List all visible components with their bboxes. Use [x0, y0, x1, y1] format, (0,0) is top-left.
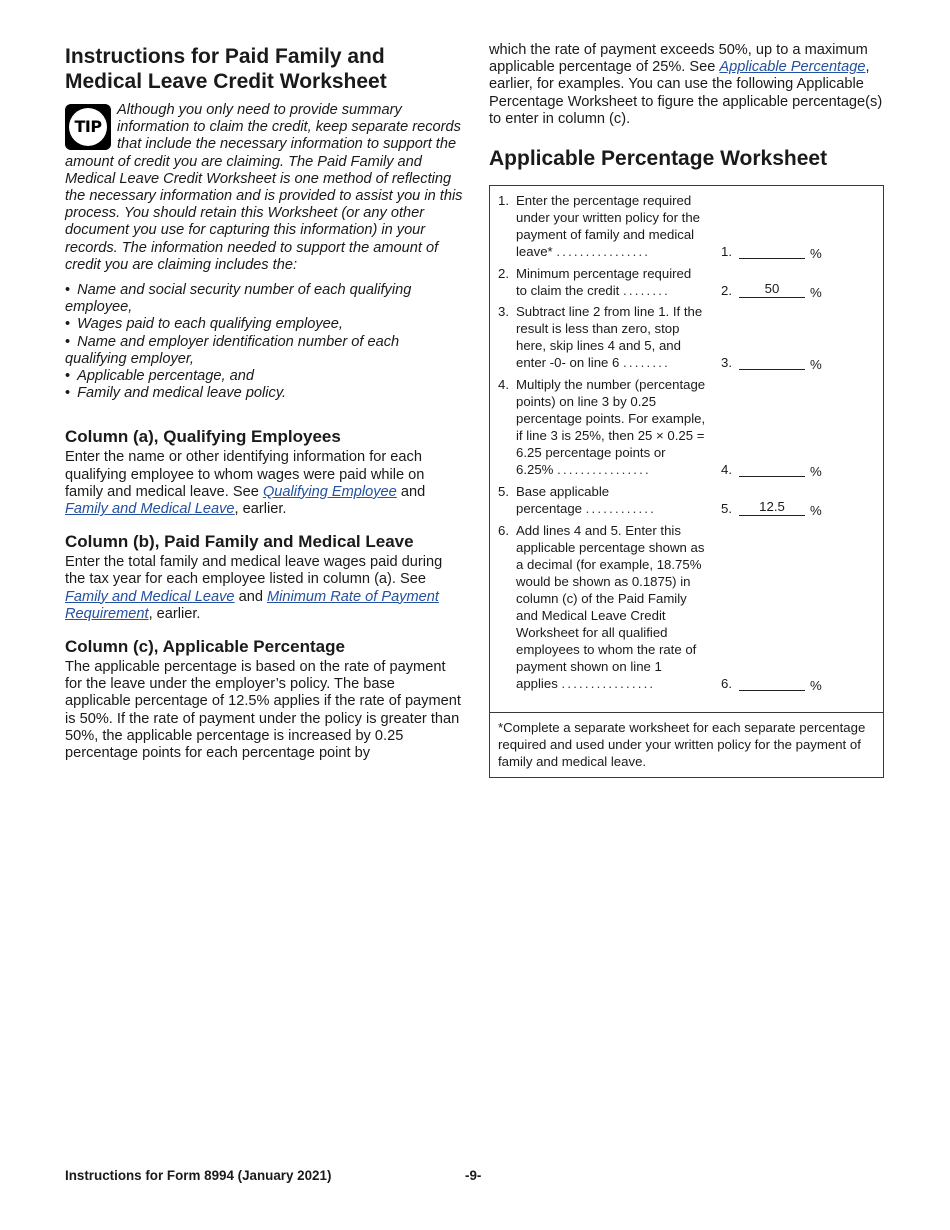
line-number: 1. — [498, 193, 509, 208]
column-c-continued-text: which the rate of payment exceeds 50%, up to a maximum applicable percentage of 25%. See Applicable Percentage, earlier, for examples. You can use the following Applicable Percentage Worksheet to figure the applicable percentage(s) to enter in column (c). — [489, 42, 883, 127]
line-4-entry-field[interactable] — [739, 459, 805, 477]
line-number: 2. — [498, 266, 509, 281]
tip-text: Although you only need to provide summary information to claim the credit, keep separate records that include the necessary information to support the amount of credit you are claiming. The Paid Family and Medical Leave Credit Worksheet is one method of reflecting the necessary information and is provided to assist you in this process. You should retain this Worksheet (or any other document you use for capturing this information) in your records. The information needed to support the amount of credit you are claiming includes the: — [65, 102, 463, 273]
column-c-heading: Column (c), Applicable Percentage — [65, 637, 345, 657]
leader-dots: ........ — [623, 283, 670, 298]
family-medical-leave-link[interactable]: Family and Medical Leave — [65, 501, 235, 518]
percent-sign: % — [810, 285, 822, 300]
line-label: 5. — [721, 501, 732, 516]
line-number: 6. — [498, 523, 509, 538]
percent-sign: % — [810, 246, 822, 261]
line-1-entry-field[interactable] — [739, 241, 805, 259]
percent-sign: % — [810, 464, 822, 479]
tip-icon: TIP — [65, 104, 111, 150]
line-6-entry-field[interactable] — [739, 673, 805, 691]
line-label: 1. — [721, 244, 732, 259]
column-a-text: Enter the name or other identifying information for each qualifying employee to whom wages were paid while on family and medical leave. See Qualifying Employee and Family and Medical Leave, earlier. — [65, 449, 426, 518]
line-instruction: Base applicable percentage ............ — [516, 484, 657, 516]
column-a-heading: Column (a), Qualifying Employees — [65, 427, 341, 447]
qualifying-employee-link[interactable]: Qualifying Employee — [262, 483, 397, 500]
line-label: 4. — [721, 462, 732, 477]
column-b-text: Enter the total family and medical leave wages paid during the tax year for each employee listed in column (a). See Family and Medical Leave and Minimum Rate of Payment Requirement, earlier. — [65, 554, 443, 622]
line-5-entry-field[interactable]: 12.5 — [739, 498, 805, 516]
section-title: Instructions for Paid Family and Medical Leave Credit Worksheet — [65, 45, 387, 93]
leader-dots: ................ — [557, 462, 651, 477]
leader-dots: ............ — [585, 501, 657, 516]
page-number: -9- — [465, 1168, 482, 1183]
line-2-entry-field[interactable]: 50 — [739, 280, 805, 298]
percent-sign: % — [810, 503, 822, 518]
minimum-rate-link[interactable]: Minimum Rate of Payment Requirement — [65, 588, 439, 622]
percent-sign: % — [810, 678, 822, 693]
list-item: • Name and social security number of each qualifying employee, — [65, 282, 463, 316]
worksheet-title: Applicable Percentage Worksheet — [489, 147, 828, 171]
leader-dots: ........ — [623, 355, 670, 370]
line-instruction: Add lines 4 and 5. Enter this applicable percentage shown as a decimal (for example, 18.75% would be shown as 0.1875) in column (c) of the Paid Family and Medical Leave Credit Worksheet for all qualified employees to whom the rate of payment shown on line 1 applies ................ — [516, 523, 705, 691]
right-column — [489, 42, 889, 172]
left-column — [65, 42, 463, 762]
line-label: 3. — [721, 355, 732, 370]
column-b-heading: Column (b), Paid Family and Medical Leave — [65, 532, 414, 552]
leader-dots: ................ — [561, 676, 656, 691]
line-number: 3. — [498, 304, 509, 319]
applicable-percentage-worksheet — [489, 185, 884, 778]
leader-dots: ................ — [556, 244, 651, 259]
column-c-text: The applicable percentage is based on the rate of payment for the leave under the employer’s policy. The base applicable percentage of 12.5% applies if the rate of payment is 50%. If the rate of payment under the policy is greater than 50%, the applicable percentage is increased by 0.25 percentage points for each percentage point by — [65, 659, 461, 762]
tip-block — [65, 102, 463, 274]
line-label: 2. — [721, 283, 732, 298]
line-instruction: Multiply the number (percentage points) on line 3 by 0.25 percentage points. For example, if line 3 is 25%, then 25 × 0.25 = 6.25 percentage points or 6.25% ................ — [516, 377, 706, 477]
line-number: 5. — [498, 484, 509, 499]
footnote-divider — [490, 712, 883, 713]
line-instruction: Minimum percentage required to claim the credit ........ — [516, 266, 692, 298]
worksheet-footnote: *Complete a separate worksheet for each separate percentage required and used under your written policy for the payment of family and medical leave. — [498, 720, 866, 769]
line-instruction: Enter the percentage required under your written policy for the payment of family and medical leave* ................ — [516, 193, 700, 259]
list-item: • Family and medical leave policy. — [65, 385, 463, 402]
applicable-percentage-link[interactable]: Applicable Percentage — [719, 59, 866, 76]
family-medical-leave-link[interactable]: Family and Medical Leave — [65, 588, 235, 605]
list-item: • Applicable percentage, and — [65, 368, 463, 385]
form-identifier: Instructions for Form 8994 (January 2021) — [65, 1168, 332, 1183]
line-number: 4. — [498, 377, 509, 392]
line-instruction: Subtract line 2 from line 1. If the result is less than zero, stop here, skip lines 4 and 5, and enter -0- on line 6 ........ — [516, 304, 703, 370]
list-item: • Name and employer identification number of each qualifying employer, — [65, 334, 463, 368]
tip-bullet-list — [65, 282, 463, 402]
line-label: 6. — [721, 676, 732, 691]
percent-sign: % — [810, 357, 822, 372]
line-3-entry-field[interactable] — [739, 352, 805, 370]
list-item: • Wages paid to each qualifying employee, — [65, 316, 463, 333]
